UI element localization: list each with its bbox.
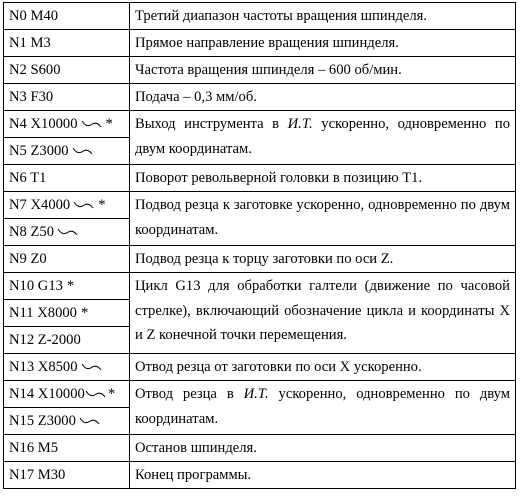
table-row xyxy=(4,3,516,30)
block-description: Подача – 0,3 мм/об. xyxy=(130,84,516,111)
block-code: N5 Z3000 xyxy=(4,138,130,165)
table-row xyxy=(4,381,516,408)
block-code: N12 Z-2000 xyxy=(4,327,130,354)
block-description: Третий диапазон частоты вращения шпинделя. xyxy=(130,3,516,30)
block-description: Частота вращения шпинделя – 600 об/мин. xyxy=(130,57,516,84)
block-code: N14 X10000 * xyxy=(4,381,130,408)
block-code: N15 Z3000 xyxy=(4,408,130,435)
cnc-program-table xyxy=(3,2,516,489)
block-code: N7 X4000 * xyxy=(4,192,130,219)
block-code: N8 Z50 xyxy=(4,219,130,246)
table-row xyxy=(4,111,516,138)
table-row xyxy=(4,192,516,219)
rapid-arc-icon xyxy=(79,416,100,426)
table-row xyxy=(4,165,516,192)
rapid-arc-icon xyxy=(72,146,93,156)
block-description: Отвод резца от заготовки по оси X ускоренно. xyxy=(130,354,516,381)
block-description: Конец программы. xyxy=(130,462,516,489)
block-description: Подвод резца к заготовке ускоренно, одновременно по двум координатам. xyxy=(130,192,516,246)
program-table-wrapper xyxy=(3,2,516,489)
block-code: N17 M30 xyxy=(4,462,130,489)
block-description: Цикл G13 для обработки галтели (движение по часовой стрелке), включающий обозначение цикла и координаты X и Z конечной точки перемещения. xyxy=(130,273,516,354)
star-mark: * xyxy=(80,305,89,321)
star-mark: * xyxy=(107,386,116,402)
block-code: N1 M3 xyxy=(4,30,130,57)
block-code: N4 X10000 * xyxy=(4,111,130,138)
rapid-arc-icon xyxy=(73,200,94,210)
rapid-arc-icon xyxy=(57,227,78,237)
block-code: N6 T1 xyxy=(4,165,130,192)
table-row xyxy=(4,462,516,489)
block-description: Прямое направление вращения шпинделя. xyxy=(130,30,516,57)
block-description: Поворот револьверной головки в позицию T1. xyxy=(130,165,516,192)
table-row xyxy=(4,30,516,57)
table-row xyxy=(4,84,516,111)
star-mark: * xyxy=(105,116,113,132)
star-mark: * xyxy=(98,197,106,213)
table-row xyxy=(4,57,516,84)
block-code: N10 G13 * xyxy=(4,273,130,300)
block-description: Подвод резца к торцу заготовки по оси Z. xyxy=(130,246,516,273)
table-row xyxy=(4,435,516,462)
block-description: Отвод резца в И.Т. ускоренно, одновременно по двум координатам. xyxy=(130,381,516,435)
table-row xyxy=(4,354,516,381)
block-code: N16 M5 xyxy=(4,435,130,462)
block-code: N0 M40 xyxy=(4,3,130,30)
table-row xyxy=(4,273,516,300)
block-code: N9 Z0 xyxy=(4,246,130,273)
block-code: N2 S600 xyxy=(4,57,130,84)
block-code: N11 X8000 * xyxy=(4,300,130,327)
star-mark: * xyxy=(66,278,75,294)
block-code: N3 F30 xyxy=(4,84,130,111)
rapid-arc-icon xyxy=(81,362,102,372)
rapid-arc-icon xyxy=(81,119,102,129)
table-row xyxy=(4,246,516,273)
rapid-arc-icon xyxy=(85,389,106,399)
block-description: Останов шпинделя. xyxy=(130,435,516,462)
block-description: Выход инструмента в И.Т. ускоренно, одновременно по двум координатам. xyxy=(130,111,516,165)
block-code: N13 X8500 xyxy=(4,354,130,381)
